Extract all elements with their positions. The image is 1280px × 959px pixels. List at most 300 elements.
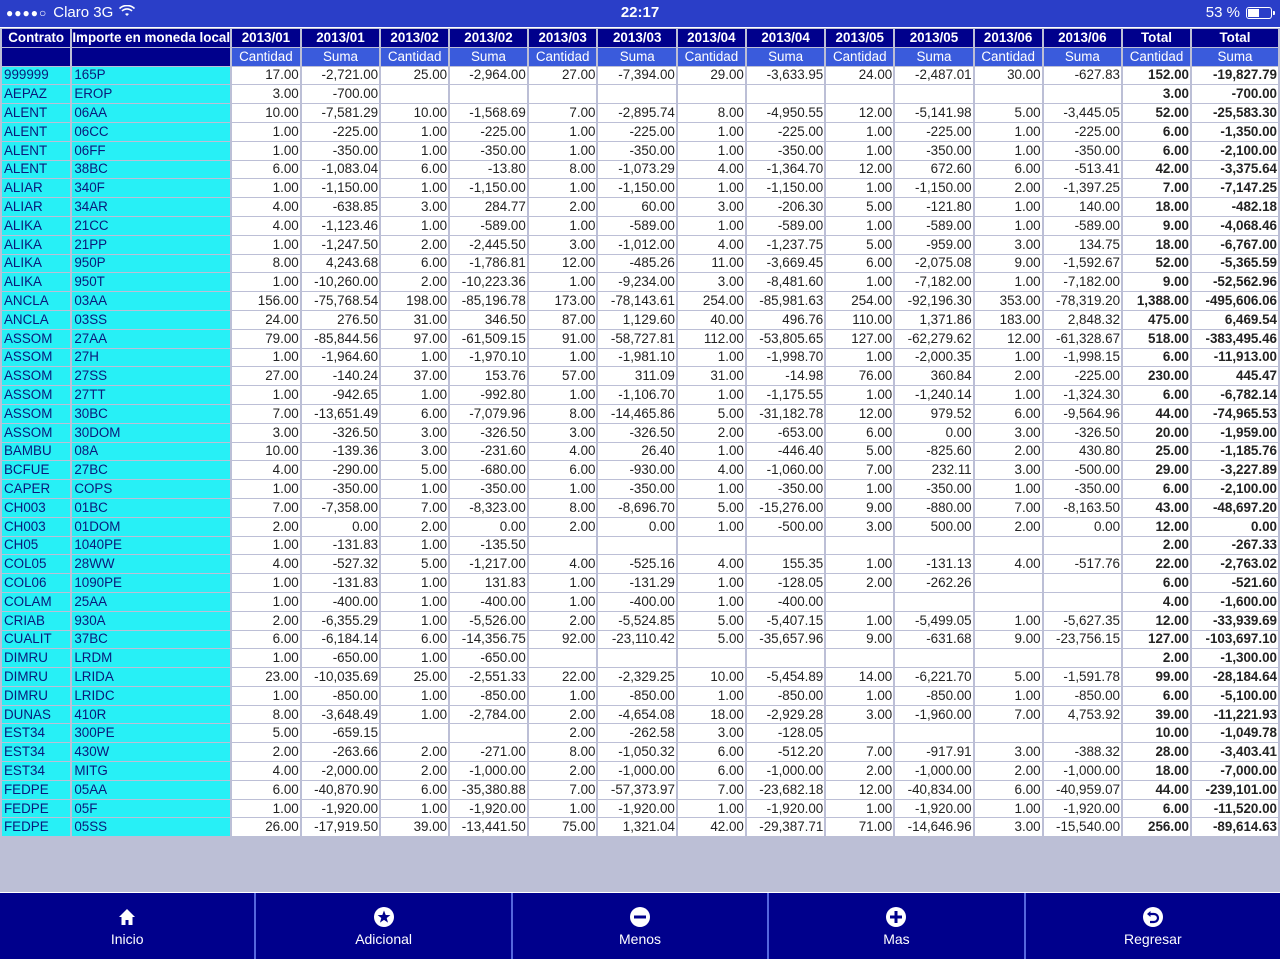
table-row[interactable]: [2, 330, 1278, 348]
value-cell: 3.00: [529, 236, 597, 254]
value-cell: 6,469.54: [1192, 311, 1278, 329]
value-cell: 2.00: [826, 574, 893, 592]
value-cell: 1.00: [826, 612, 893, 630]
value-cell: -589.00: [895, 217, 972, 235]
table-row[interactable]: [2, 631, 1278, 649]
value-cell: 500.00: [895, 518, 972, 536]
value-cell: 3.00: [381, 424, 448, 442]
signal-icon: ●●●●○: [6, 5, 48, 20]
value-cell: -6,355.29: [302, 612, 379, 630]
value-cell: 14.00: [826, 668, 893, 686]
value-cell: 7.00: [1123, 179, 1190, 197]
value-cell: 4.00: [529, 443, 597, 461]
value-cell: -4,950.55: [747, 104, 824, 122]
value-cell: -350.00: [302, 480, 379, 498]
value-cell: [975, 724, 1042, 742]
tab-label: Inicio: [110, 931, 144, 947]
value-cell: 5.00: [678, 499, 745, 517]
column-header[interactable]: 2013/06: [1044, 29, 1121, 47]
column-subheader: [2, 48, 70, 66]
value-cell: -1,960.00: [895, 706, 972, 724]
importe-cell: 27BC: [72, 461, 230, 479]
value-cell: 23.00: [232, 668, 300, 686]
value-cell: -350.00: [598, 142, 675, 160]
value-cell: [826, 724, 893, 742]
value-cell: 1.00: [975, 687, 1042, 705]
importe-cell: 01DOM: [72, 518, 230, 536]
table-row[interactable]: [2, 123, 1278, 141]
data-grid[interactable]: [0, 28, 1280, 892]
table-row[interactable]: [2, 236, 1278, 254]
value-cell: 131.83: [450, 574, 527, 592]
value-cell: -850.00: [1044, 687, 1121, 705]
value-cell: 1.00: [381, 593, 448, 611]
value-cell: -57,373.97: [598, 781, 675, 799]
column-header[interactable]: 2013/02: [450, 29, 527, 47]
value-cell: 134.75: [1044, 236, 1121, 254]
value-cell: -75,768.54: [302, 292, 379, 310]
tab-adicional[interactable]: [256, 893, 512, 959]
column-header[interactable]: Total: [1123, 29, 1190, 47]
value-cell: -650.00: [302, 649, 379, 667]
value-cell: -350.00: [747, 480, 824, 498]
value-cell: -31,182.78: [747, 405, 824, 423]
contrato-cell: DUNAS: [2, 706, 70, 724]
value-cell: 4.00: [232, 555, 300, 573]
value-cell: 6.00: [232, 781, 300, 799]
table-row[interactable]: [2, 461, 1278, 479]
table-row[interactable]: [2, 781, 1278, 799]
value-cell: 4.00: [975, 555, 1042, 573]
importe-cell: 165P: [72, 67, 230, 85]
value-cell: -139.36: [302, 443, 379, 461]
value-cell: 1.00: [381, 800, 448, 818]
value-cell: -14.98: [747, 367, 824, 385]
column-header[interactable]: 2013/05: [895, 29, 972, 47]
importe-cell: 27AA: [72, 330, 230, 348]
value-cell: 6.00: [381, 255, 448, 273]
value-cell: 3.00: [232, 424, 300, 442]
table-row[interactable]: [2, 518, 1278, 536]
value-cell: -1,600.00: [1192, 593, 1278, 611]
value-cell: -3,403.41: [1192, 743, 1278, 761]
value-cell: 1.00: [975, 142, 1042, 160]
table-row[interactable]: [2, 405, 1278, 423]
value-cell: [1044, 537, 1121, 555]
value-cell: -638.85: [302, 198, 379, 216]
value-cell: 1.00: [826, 386, 893, 404]
value-cell: -350.00: [895, 480, 972, 498]
table-row[interactable]: [2, 292, 1278, 310]
column-header[interactable]: 2013/03: [529, 29, 597, 47]
value-cell: 39.00: [381, 818, 448, 836]
value-cell: 1.00: [232, 574, 300, 592]
table-row[interactable]: [2, 537, 1278, 555]
value-cell: -2,487.01: [895, 67, 972, 85]
value-cell: [1044, 574, 1121, 592]
status-right: [1206, 4, 1272, 21]
contrato-cell: ALIKA: [2, 236, 70, 254]
value-cell: 155.35: [747, 555, 824, 573]
table-row[interactable]: [2, 480, 1278, 498]
value-cell: 5.00: [232, 724, 300, 742]
value-cell: -1,000.00: [1044, 762, 1121, 780]
value-cell: 10.00: [381, 104, 448, 122]
value-cell: 0.00: [598, 518, 675, 536]
value-cell: [1044, 85, 1121, 103]
value-cell: -2,929.28: [747, 706, 824, 724]
value-cell: 1.00: [678, 800, 745, 818]
contrato-cell: ANCLA: [2, 311, 70, 329]
value-cell: -1,073.29: [598, 161, 675, 179]
table-row[interactable]: [2, 85, 1278, 103]
value-cell: 1.00: [232, 593, 300, 611]
value-cell: 284.77: [450, 198, 527, 216]
value-cell: -350.00: [1044, 480, 1121, 498]
value-cell: 1.00: [232, 480, 300, 498]
value-cell: -8,163.50: [1044, 499, 1121, 517]
value-cell: -4,068.46: [1192, 217, 1278, 235]
value-cell: 2.00: [529, 198, 597, 216]
tab-label: Adicional: [355, 931, 413, 947]
value-cell: 1.00: [975, 386, 1042, 404]
value-cell: -2,329.25: [598, 668, 675, 686]
value-cell: 979.52: [895, 405, 972, 423]
column-header[interactable]: 2013/06: [975, 29, 1042, 47]
value-cell: 1.00: [678, 386, 745, 404]
table-row[interactable]: [2, 724, 1278, 742]
value-cell: -225.00: [1044, 123, 1121, 141]
value-cell: 3.00: [1123, 85, 1190, 103]
value-cell: -350.00: [302, 142, 379, 160]
importe-cell: LRIDA: [72, 668, 230, 686]
value-cell: 430.80: [1044, 443, 1121, 461]
value-cell: -140.24: [302, 367, 379, 385]
importe-cell: EROP: [72, 85, 230, 103]
value-cell: -1,324.30: [1044, 386, 1121, 404]
value-cell: -1,000.00: [747, 762, 824, 780]
value-cell: -1,920.00: [747, 800, 824, 818]
value-cell: 1.00: [232, 142, 300, 160]
value-cell: -17,919.50: [302, 818, 379, 836]
value-cell: 1.00: [975, 480, 1042, 498]
value-cell: -225.00: [450, 123, 527, 141]
value-cell: 7.00: [232, 405, 300, 423]
table-row[interactable]: [2, 349, 1278, 367]
table-row[interactable]: [2, 161, 1278, 179]
value-cell: -40,834.00: [895, 781, 972, 799]
value-cell: 71.00: [826, 818, 893, 836]
value-cell: 6.00: [975, 161, 1042, 179]
value-cell: 6.00: [1123, 142, 1190, 160]
table-row[interactable]: [2, 142, 1278, 160]
header-row: [2, 29, 1278, 47]
value-cell: -1,060.00: [747, 461, 824, 479]
value-cell: -350.00: [450, 480, 527, 498]
value-cell: 353.00: [975, 292, 1042, 310]
value-cell: 0.00: [450, 518, 527, 536]
value-cell: -917.91: [895, 743, 972, 761]
table-row[interactable]: [2, 367, 1278, 385]
value-cell: -3,648.49: [302, 706, 379, 724]
value-cell: -131.83: [302, 537, 379, 555]
value-cell: -206.30: [747, 198, 824, 216]
value-cell: 42.00: [1123, 161, 1190, 179]
value-cell: 1.00: [381, 687, 448, 705]
table-row[interactable]: [2, 104, 1278, 122]
value-cell: 2.00: [381, 236, 448, 254]
column-header[interactable]: 2013/01: [302, 29, 379, 47]
value-cell: -29,387.71: [747, 818, 824, 836]
value-cell: -35,657.96: [747, 631, 824, 649]
value-cell: -6,782.14: [1192, 386, 1278, 404]
value-cell: 25.00: [381, 67, 448, 85]
value-cell: -48,697.20: [1192, 499, 1278, 517]
value-cell: 91.00: [529, 330, 597, 348]
value-cell: -121.80: [895, 198, 972, 216]
value-cell: -5,627.35: [1044, 612, 1121, 630]
value-cell: 2.00: [232, 612, 300, 630]
value-cell: -225.00: [747, 123, 824, 141]
value-cell: 1.00: [529, 574, 597, 592]
value-cell: -2,445.50: [450, 236, 527, 254]
value-cell: 1,388.00: [1123, 292, 1190, 310]
value-cell: 18.00: [678, 706, 745, 724]
value-cell: [895, 724, 972, 742]
importe-cell: 03SS: [72, 311, 230, 329]
value-cell: 254.00: [826, 292, 893, 310]
column-header[interactable]: 2013/02: [381, 29, 448, 47]
value-cell: 0.00: [302, 518, 379, 536]
table-row[interactable]: [2, 687, 1278, 705]
value-cell: 1.00: [975, 217, 1042, 235]
value-cell: 1.00: [975, 273, 1042, 291]
contrato-cell: AEPAZ: [2, 85, 70, 103]
value-cell: 79.00: [232, 330, 300, 348]
value-cell: 1.00: [826, 800, 893, 818]
value-cell: 1.00: [529, 800, 597, 818]
table-row[interactable]: [2, 762, 1278, 780]
column-subheader: [72, 48, 230, 66]
importe-cell: 34AR: [72, 198, 230, 216]
value-cell: -225.00: [1044, 367, 1121, 385]
column-subheader: Suma: [302, 48, 379, 66]
value-cell: 17.00: [232, 67, 300, 85]
value-cell: [450, 724, 527, 742]
tab-label: Regresar: [1124, 931, 1182, 947]
table-row[interactable]: [2, 574, 1278, 592]
value-cell: -1,998.70: [747, 349, 824, 367]
value-cell: 1.00: [975, 612, 1042, 630]
value-cell: -7,394.00: [598, 67, 675, 85]
value-cell: 254.00: [678, 292, 745, 310]
value-cell: 140.00: [1044, 198, 1121, 216]
value-cell: -7,079.96: [450, 405, 527, 423]
value-cell: -1,920.00: [1044, 800, 1121, 818]
table-row[interactable]: [2, 612, 1278, 630]
value-cell: -527.32: [302, 555, 379, 573]
table-row[interactable]: [2, 818, 1278, 836]
value-cell: -521.60: [1192, 574, 1278, 592]
value-cell: 52.00: [1123, 104, 1190, 122]
value-cell: -1,106.70: [598, 386, 675, 404]
value-cell: 9.00: [826, 499, 893, 517]
battery-icon: [1246, 7, 1272, 19]
table-row[interactable]: [2, 198, 1278, 216]
value-cell: [826, 85, 893, 103]
value-cell: -40,870.90: [302, 781, 379, 799]
value-cell: -1,920.00: [598, 800, 675, 818]
value-cell: -5,526.00: [450, 612, 527, 630]
value-cell: -271.00: [450, 743, 527, 761]
value-cell: 1.00: [678, 518, 745, 536]
table-row[interactable]: [2, 179, 1278, 197]
value-cell: 1.00: [381, 349, 448, 367]
column-header[interactable]: 2013/03: [598, 29, 675, 47]
table-row[interactable]: [2, 649, 1278, 667]
table-row[interactable]: [2, 743, 1278, 761]
value-cell: -525.16: [598, 555, 675, 573]
value-cell: 6.00: [381, 781, 448, 799]
contrato-cell: FEDPE: [2, 781, 70, 799]
table-row[interactable]: [2, 386, 1278, 404]
column-header[interactable]: 2013/05: [826, 29, 893, 47]
tab-menos[interactable]: [513, 893, 769, 959]
value-cell: -13.80: [450, 161, 527, 179]
value-cell: 1.00: [678, 443, 745, 461]
home-icon: [115, 905, 139, 929]
minus-icon: [628, 905, 652, 929]
value-cell: -61,509.15: [450, 330, 527, 348]
contrato-cell: EST34: [2, 724, 70, 742]
subheader-row: [2, 48, 1278, 66]
table-row[interactable]: [2, 555, 1278, 573]
value-cell: -400.00: [450, 593, 527, 611]
tab-inicio[interactable]: [0, 893, 256, 959]
value-cell: -350.00: [598, 480, 675, 498]
column-header[interactable]: 2013/04: [678, 29, 745, 47]
column-subheader: Suma: [895, 48, 972, 66]
contrato-cell: CH003: [2, 518, 70, 536]
value-cell: -6,767.00: [1192, 236, 1278, 254]
value-cell: -627.83: [1044, 67, 1121, 85]
value-cell: 9.00: [975, 255, 1042, 273]
value-cell: -128.05: [747, 574, 824, 592]
tab-regresar[interactable]: [1026, 893, 1280, 959]
value-cell: 11.00: [678, 255, 745, 273]
value-cell: [1044, 593, 1121, 611]
value-cell: 6.00: [1123, 123, 1190, 141]
value-cell: 445.47: [1192, 367, 1278, 385]
value-cell: 29.00: [678, 67, 745, 85]
tab-mas[interactable]: [769, 893, 1025, 959]
column-header[interactable]: Contrato: [2, 29, 70, 47]
value-cell: 0.00: [895, 424, 972, 442]
table-row[interactable]: [2, 217, 1278, 235]
value-cell: 5.00: [381, 461, 448, 479]
table-row[interactable]: [2, 424, 1278, 442]
value-cell: -653.00: [747, 424, 824, 442]
value-cell: 7.00: [975, 706, 1042, 724]
value-cell: 18.00: [1123, 762, 1190, 780]
value-cell: 1.00: [381, 386, 448, 404]
table-row[interactable]: [2, 593, 1278, 611]
value-cell: -589.00: [450, 217, 527, 235]
value-cell: -2,100.00: [1192, 480, 1278, 498]
value-cell: 6.00: [232, 161, 300, 179]
column-header[interactable]: 2013/01: [232, 29, 300, 47]
table-row[interactable]: [2, 706, 1278, 724]
value-cell: 1.00: [678, 217, 745, 235]
value-cell: 12.00: [826, 781, 893, 799]
value-cell: [678, 85, 745, 103]
table-row[interactable]: [2, 273, 1278, 291]
column-header[interactable]: 2013/04: [747, 29, 824, 47]
table-row[interactable]: [2, 443, 1278, 461]
value-cell: 1.00: [975, 800, 1042, 818]
value-cell: -700.00: [302, 85, 379, 103]
value-cell: 4.00: [232, 762, 300, 780]
column-subheader: Suma: [1192, 48, 1278, 66]
value-cell: 10.00: [232, 104, 300, 122]
value-cell: 6.00: [975, 781, 1042, 799]
table-row[interactable]: [2, 800, 1278, 818]
value-cell: [826, 537, 893, 555]
value-cell: -58,727.81: [598, 330, 675, 348]
column-header[interactable]: Total: [1192, 29, 1278, 47]
table-row[interactable]: [2, 668, 1278, 686]
importe-cell: LRIDC: [72, 687, 230, 705]
value-cell: 2.00: [975, 518, 1042, 536]
value-cell: 12.00: [826, 161, 893, 179]
value-cell: 0.00: [1044, 518, 1121, 536]
importe-cell: 1040PE: [72, 537, 230, 555]
table-row[interactable]: [2, 499, 1278, 517]
clock: 22:17: [620, 4, 660, 21]
value-cell: 2.00: [975, 367, 1042, 385]
value-cell: 127.00: [1123, 631, 1190, 649]
value-cell: 12.00: [529, 255, 597, 273]
value-cell: 6.00: [826, 424, 893, 442]
table-row[interactable]: [2, 311, 1278, 329]
contrato-cell: ALENT: [2, 161, 70, 179]
value-cell: 5.00: [381, 555, 448, 573]
table-row[interactable]: [2, 67, 1278, 85]
column-subheader: Cantidad: [529, 48, 597, 66]
value-cell: 10.00: [232, 443, 300, 461]
value-cell: -992.80: [450, 386, 527, 404]
value-cell: -61,328.67: [1044, 330, 1121, 348]
value-cell: -6,221.70: [895, 668, 972, 686]
value-cell: 1.00: [826, 555, 893, 573]
value-cell: -1,970.10: [450, 349, 527, 367]
value-cell: -1,350.00: [1192, 123, 1278, 141]
value-cell: 2.00: [975, 762, 1042, 780]
value-cell: 57.00: [529, 367, 597, 385]
contrato-cell: ALIAR: [2, 179, 70, 197]
contrato-cell: EST34: [2, 762, 70, 780]
value-cell: -388.32: [1044, 743, 1121, 761]
table-row[interactable]: [2, 255, 1278, 273]
value-cell: -2,075.08: [895, 255, 972, 273]
column-header[interactable]: Importe en moneda local: [72, 29, 231, 45]
value-cell: -1,237.75: [747, 236, 824, 254]
value-cell: 1.00: [529, 273, 597, 291]
value-cell: 24.00: [232, 311, 300, 329]
value-cell: 2.00: [529, 612, 597, 630]
value-cell: 4.00: [1123, 593, 1190, 611]
value-cell: -92,196.30: [895, 292, 972, 310]
